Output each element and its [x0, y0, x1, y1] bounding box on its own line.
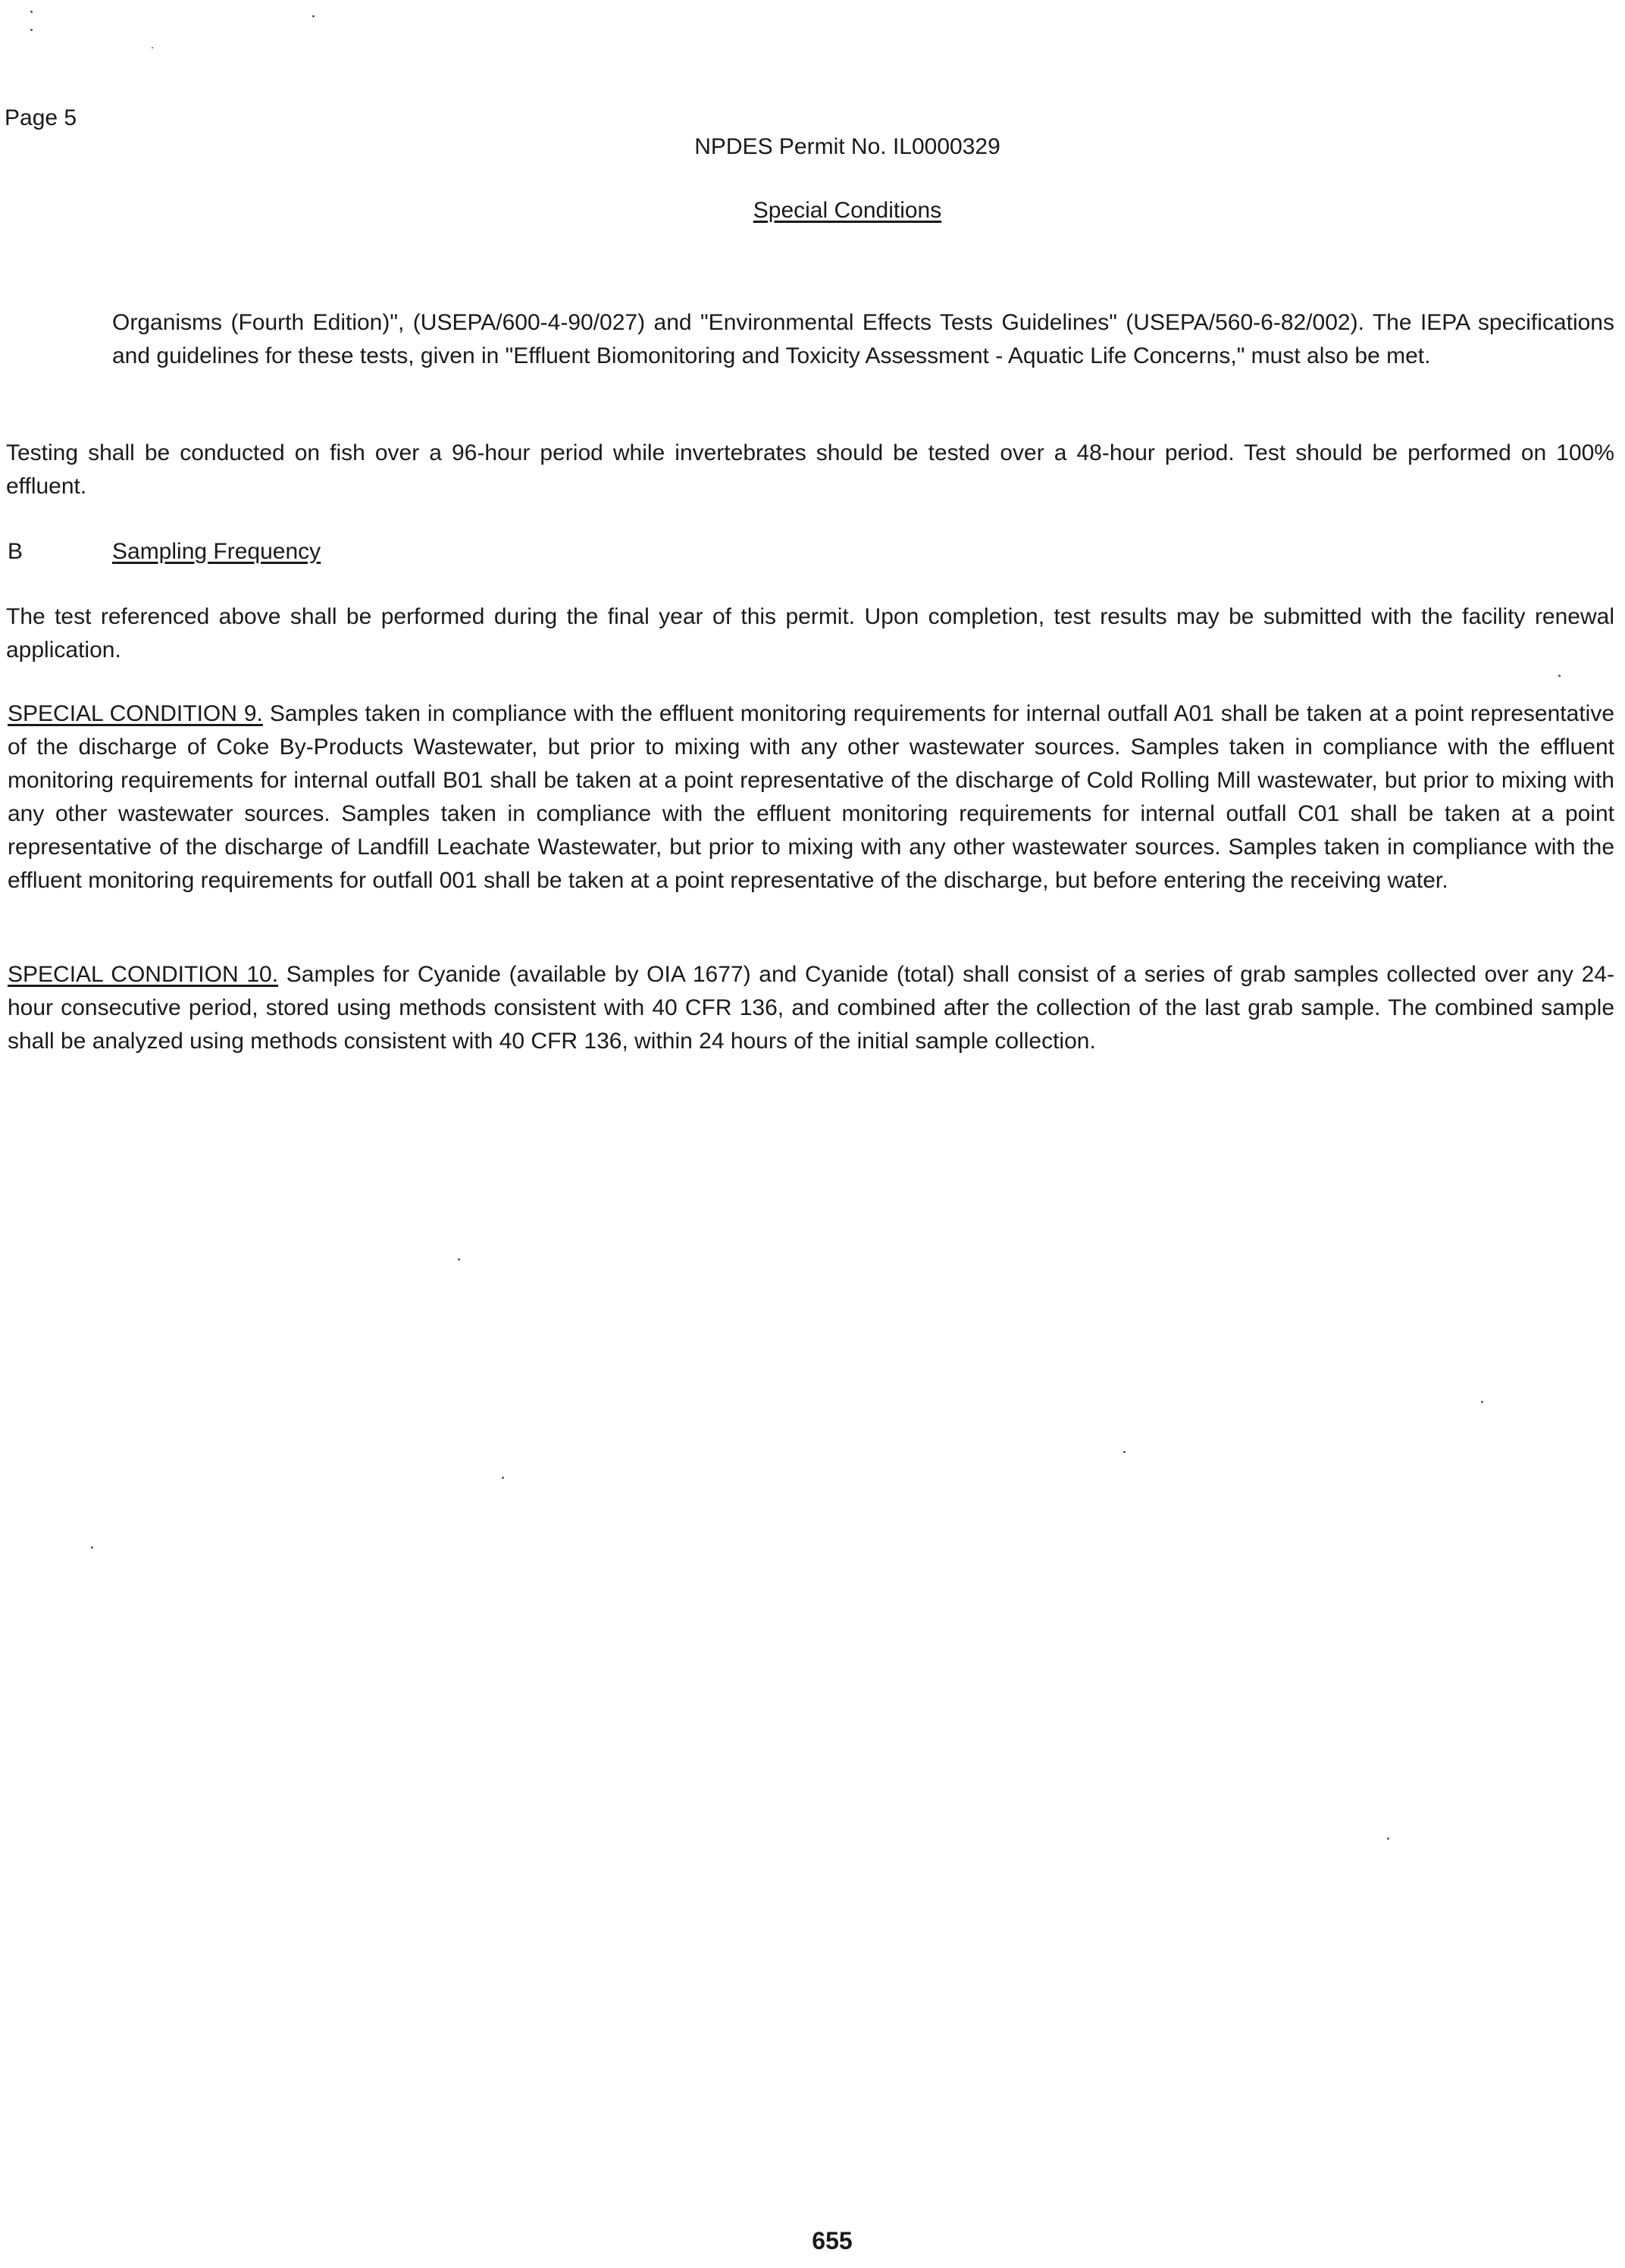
section-b-title: Sampling Frequency	[112, 539, 321, 564]
scan-speck	[1123, 1451, 1126, 1453]
page-label: Page 5	[5, 105, 77, 130]
continued-paragraph: Organisms (Fourth Edition)", (USEPA/600-4-90/027) and "Environmental Effects Tests Guidelines" (USEPA/560-6-82/002). The IEPA specifications and guidelines for these tests, given in "Effluent Biomonitoring and Toxicity Assessment - Aquatic Life Concerns," must also be met.	[112, 310, 1614, 368]
section-b-letter: B	[8, 539, 23, 564]
sampling-paragraph: The test referenced above shall be performed during the final year of this permit. Upon completion, test results may be submitted with the facility renewal application.	[6, 604, 1614, 663]
special-condition-9	[8, 697, 1614, 897]
scan-speck	[1558, 675, 1561, 677]
scan-speck	[312, 15, 315, 17]
section-title-text: Special Conditions	[753, 198, 942, 223]
scan-speck	[30, 11, 33, 13]
section-title	[0, 197, 1625, 224]
special-condition-10	[8, 958, 1614, 1058]
footer-page-number: 655	[812, 2227, 853, 2254]
scan-speck	[458, 1258, 460, 1261]
special-condition-9-text: Samples taken in compliance with the effluent monitoring requirements for internal outfall A01 shall be taken at a point representative of the discharge of Coke By-Products Wastewater, but prior to mixing with any other wastewater sources. Samples taken in compliance with the effluent monitoring requirements for internal outfall B01 shall be taken at a point representative of the discharge of Cold Rolling Mill wastewater, but prior to mixing with any other wastewater sources. Samples taken in compliance with the effluent monitoring requirements for internal outfall C01 shall be taken at a point representative of the discharge of Landfill Leachate Wastewater, but prior to mixing with any other wastewater sources. Samples taken in compliance with the effluent monitoring requirements for outfall 001 shall be taken at a point representative of the discharge, but before entering the receiving water.	[8, 701, 1615, 893]
scan-speck	[91, 1546, 93, 1549]
scan-speck	[30, 29, 33, 31]
scan-speck	[502, 1477, 504, 1479]
permit-number: NPDES Permit No. IL0000329	[694, 134, 1000, 159]
special-condition-9-label: SPECIAL CONDITION 9.	[8, 701, 263, 726]
special-condition-10-text: Samples for Cyanide (available by OIA 1677) and Cyanide (total) shall consist of a series of grab samples collected over any 24-hour consecutive period, stored using methods consistent with 40 CFR 136, and combined after the collection of the last grab sample. The combined sample shall be analyzed using methods consistent with 40 CFR 136, within 24 hours of the initial sample collection.	[8, 962, 1614, 1054]
section-b-heading	[8, 538, 321, 565]
testing-paragraph: Testing shall be conducted on fish over a 96-hour period while invertebrates should be tested over a 48-hour period. Test should be performed on 100% effluent.	[6, 440, 1614, 499]
scan-speck	[152, 47, 153, 49]
special-condition-10-label: SPECIAL CONDITION 10.	[8, 962, 279, 987]
scan-speck	[1481, 1401, 1483, 1403]
scan-speck	[1387, 1837, 1389, 1840]
